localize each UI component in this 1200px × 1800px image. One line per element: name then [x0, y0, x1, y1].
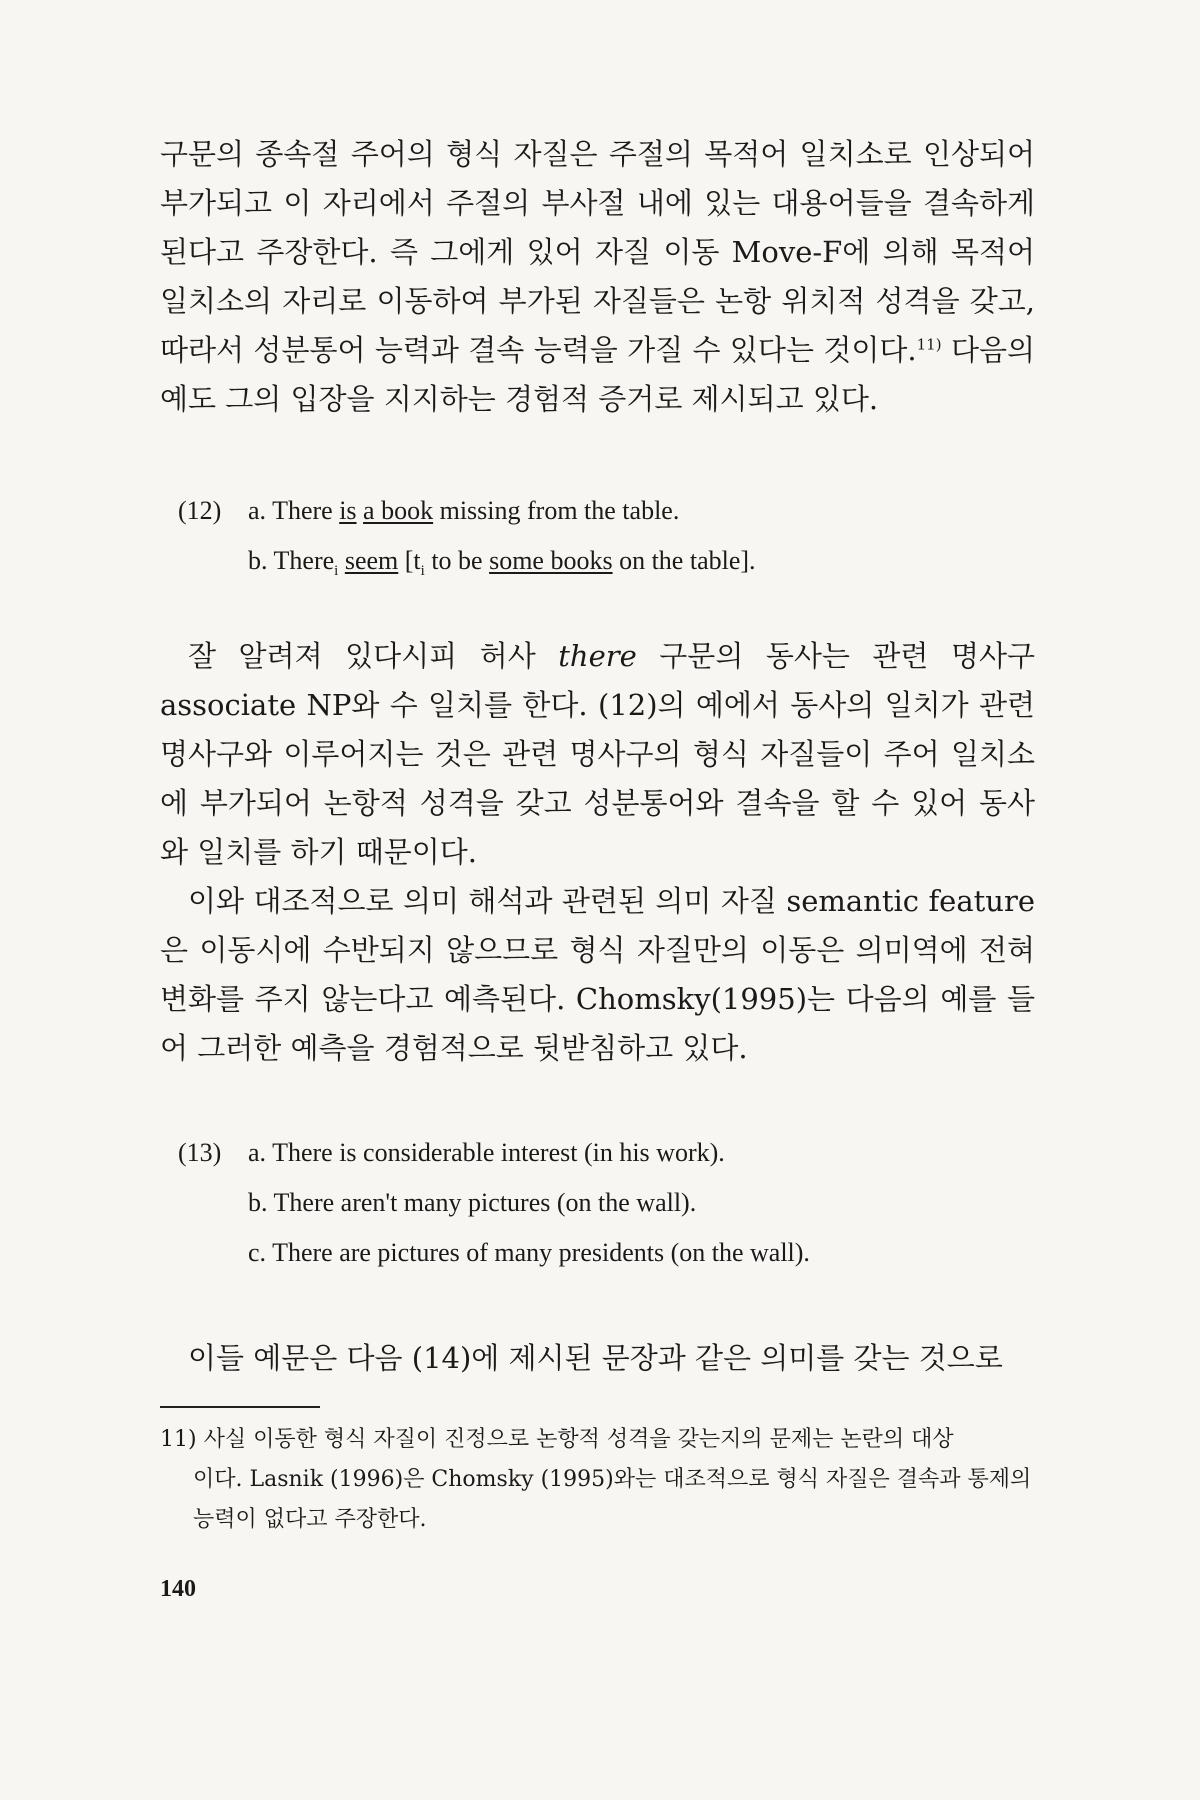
- paragraph-2a: [160, 632, 1035, 877]
- paragraph-1-text-cont: 다음의 예도 그의 입장을 지지하는 경험적 증거로 제시되고 있다.: [160, 333, 1035, 416]
- underlined-associate: a book: [363, 496, 434, 525]
- footnote-line-2: 이다. Lasnik (1996)은 Chomsky (1995)와는 대조적으로 형식 자질은 결속과 통제의 능력이 없다고 주장한다.: [193, 1467, 1032, 1532]
- example-12a: [178, 486, 1038, 536]
- example-12b-text: There: [273, 546, 335, 575]
- paragraph-2b: 이와 대조적으로 의미 해석과 관련된 의미 자질 semantic feature은 이동시에 수반되지 않으므로 형식 자질만의 이동은 의미역에 전혀 변화를 주지 않는다고 예측된다. Chomsky(1995)는 다음의 예를 들어 그러한 예측을 경험적으로 뒷받침하고 있다.: [160, 884, 1035, 1065]
- example-13: [178, 1128, 1038, 1278]
- underlined-verb: seem: [344, 546, 399, 575]
- example-13b: [178, 1178, 1038, 1228]
- underlined-associate: some books: [489, 546, 613, 575]
- footnote-line-1: 사실 이동한 형식 자질이 진정으로 논항적 성격을 갖는지의 문제는 논란의 대상: [196, 1427, 954, 1452]
- example-13c-text: There are pictures of many presidents (on the wall).: [272, 1238, 810, 1267]
- example-13-label: (13): [178, 1138, 222, 1167]
- example-12b-text-end: on the table].: [612, 546, 756, 575]
- example-13c-marker: c.: [248, 1238, 267, 1267]
- underlined-verb: is: [339, 496, 357, 525]
- example-12a-text: There: [272, 496, 340, 525]
- italic-there: there: [558, 639, 637, 673]
- footnote-11: [160, 1420, 1035, 1540]
- example-12b-trace: [t: [398, 546, 421, 575]
- paragraph-2a-text: 잘 알려져 있다시피 허사: [188, 639, 559, 673]
- example-12a-text-end: missing from the table.: [433, 496, 680, 525]
- index-subscript: i: [334, 563, 339, 580]
- footnote-divider: [160, 1406, 320, 1408]
- example-13b-marker: b.: [248, 1188, 268, 1217]
- paragraph-1-text: 구문의 종속절 주어의 형식 자질은 주절의 목적어 일치소로 인상되어 부가되고 이 자리에서 주절의 부사절 내에 있는 대용어들을 결속하게 된다고 주장한다. 즉 그에게 있어 자질 이동 Move-F에 의해 목적어 일치소의 자리로 이동하여 부가된 자질들은 논항 위치적 성격을 갖고, 따라서 성분통어 능력과 결속 능력을 가질 수 있다는 것이다.: [160, 137, 1035, 367]
- footnote-number: 11): [160, 1427, 197, 1452]
- example-12-label: (12): [178, 496, 222, 525]
- example-12a-marker: a.: [248, 496, 267, 525]
- paragraph-2: [160, 632, 1035, 1073]
- example-13c: [178, 1228, 1038, 1278]
- example-13a-marker: a.: [248, 1138, 267, 1167]
- example-12b: [178, 536, 1038, 596]
- example-13a: [178, 1128, 1038, 1178]
- paragraph-2a-text-cont: 구문의 동사는 관련 명사구 associate NP와 수 일치를 한다. (12)의 예에서 동사의 일치가 관련 명사구와 이루어지는 것은 관련 명사구의 형식 자질들이 주어 일치소에 부가되어 논항적 성격을 갖고 성분통어와 결속을 할 수 있어 동사와 일치를 하기 때문이다.: [160, 639, 1036, 869]
- example-13a-text: There is considerable interest (in his work).: [272, 1138, 725, 1167]
- paragraph-1: [160, 130, 1035, 424]
- example-12b-text-mid: to be: [424, 546, 490, 575]
- index-subscript: i: [420, 563, 425, 580]
- footnote-reference[interactable]: 11): [916, 335, 942, 354]
- paragraph-3: 이들 예문은 다음 (14)에 제시된 문장과 같은 의미를 갖는 것으로: [188, 1341, 1003, 1375]
- page-number: 140: [160, 1576, 196, 1602]
- example-12b-marker: b.: [248, 546, 268, 575]
- example-13b-text: There aren't many pictures (on the wall).: [273, 1188, 697, 1217]
- example-12: [178, 486, 1038, 596]
